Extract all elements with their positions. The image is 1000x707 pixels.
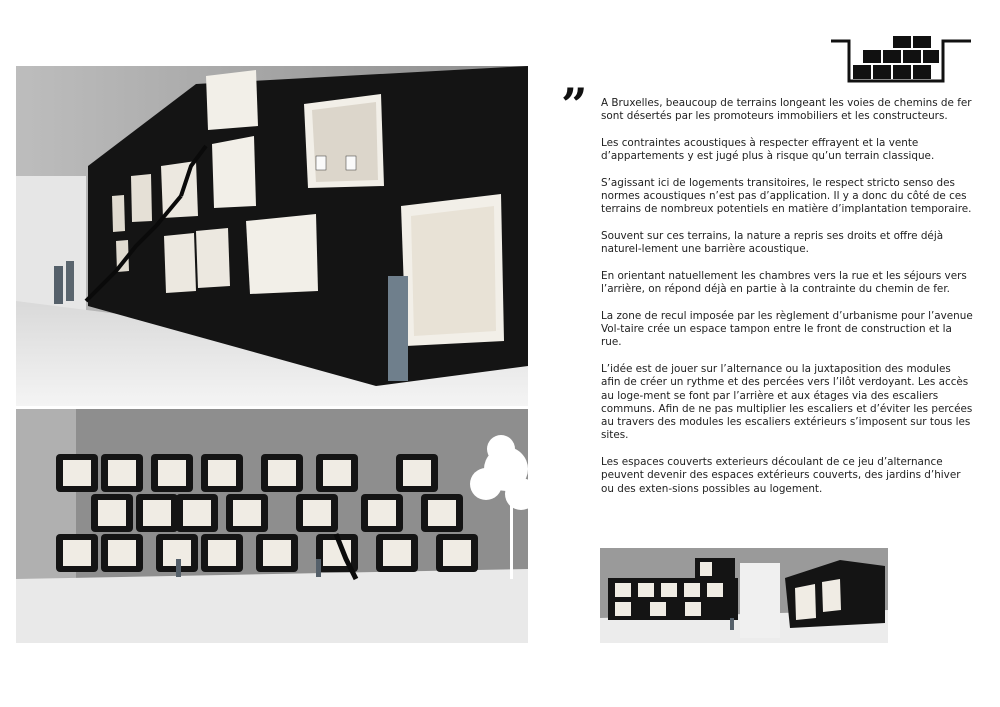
- stacked-modules-logo: [831, 35, 971, 85]
- quote-mark-icon: ”: [561, 78, 588, 132]
- module-opening: [98, 500, 126, 526]
- model-photo-thumbnails: [600, 548, 888, 643]
- module-opening: [443, 540, 471, 566]
- module-opening: [208, 460, 236, 486]
- module-opening: [263, 540, 291, 566]
- module-opening: [63, 540, 91, 566]
- paragraph: S’agissant ici de logements transitoires, le respect stricto senso des normes acoustiques n’est pas d’application. Il y a donc du côté de ces terrains de nombreux potentiels en matière d’implantation temporaire.: [601, 176, 972, 216]
- paragraph: A Bruxelles, beaucoup de terrains longeant les voies de chemins de fer sont désertés par les promoteurs immobiliers et les constructeurs.: [601, 97, 972, 123]
- module-opening: [323, 460, 351, 486]
- paragraph: Souvent sur ces terrains, la nature a repris ses droits et offre déjà naturel-lement une barrière acoustique.: [601, 229, 944, 256]
- module-opening: [108, 540, 136, 566]
- paragraph: La zone de recul imposée par les règlement d’urbanisme pour l’avenue Vol-taire crée un espace tampon entre le front de construction et la rue.: [601, 309, 973, 349]
- module-opening: [158, 460, 186, 486]
- paragraph: En orientant natuellement les chambres vers la rue et les séjours vers l’arrière, on répond déjà en partie à la contrainte du chemin de fer.: [601, 269, 967, 296]
- paragraph: L’idée est de jouer sur l’alternance ou la juxtaposition des modules afin de créer un rythme et des percées vers l’ilôt verdoyant. Les accès au loge-ment se font par l’arrière et aux étages via des escaliers communs. Afin de ne pas multiplier les escaliers et d’éviter les percées au travers des modules les escaliers extérieurs s’imposent sur tous les sites.: [601, 362, 973, 442]
- paragraph: Les contraintes acoustiques à respecter effrayent et la vente d’appartements y est jugé plus à risque qu’un terrain classique.: [601, 136, 935, 163]
- module-opening: [268, 460, 296, 486]
- module-opening: [183, 500, 211, 526]
- article-text: [601, 97, 973, 509]
- module-opening: [368, 500, 396, 526]
- paragraph: Les espaces couverts exterieurs découlant de ce jeu d’alternance peuvent devenir des espaces extérieurs couverts, des jardins d’hiver ou des exten-sions possibles au logement.: [601, 456, 961, 495]
- module-opening: [428, 500, 456, 526]
- module-opening: [143, 500, 171, 526]
- module-opening: [233, 500, 261, 526]
- model-photo-elevation: [16, 409, 528, 643]
- module-opening: [403, 460, 431, 486]
- module-opening: [383, 540, 411, 566]
- module-opening: [303, 500, 331, 526]
- module-opening: [208, 540, 236, 566]
- module-opening: [63, 460, 91, 486]
- module-opening: [108, 460, 136, 486]
- model-photo-perspective: [16, 66, 528, 406]
